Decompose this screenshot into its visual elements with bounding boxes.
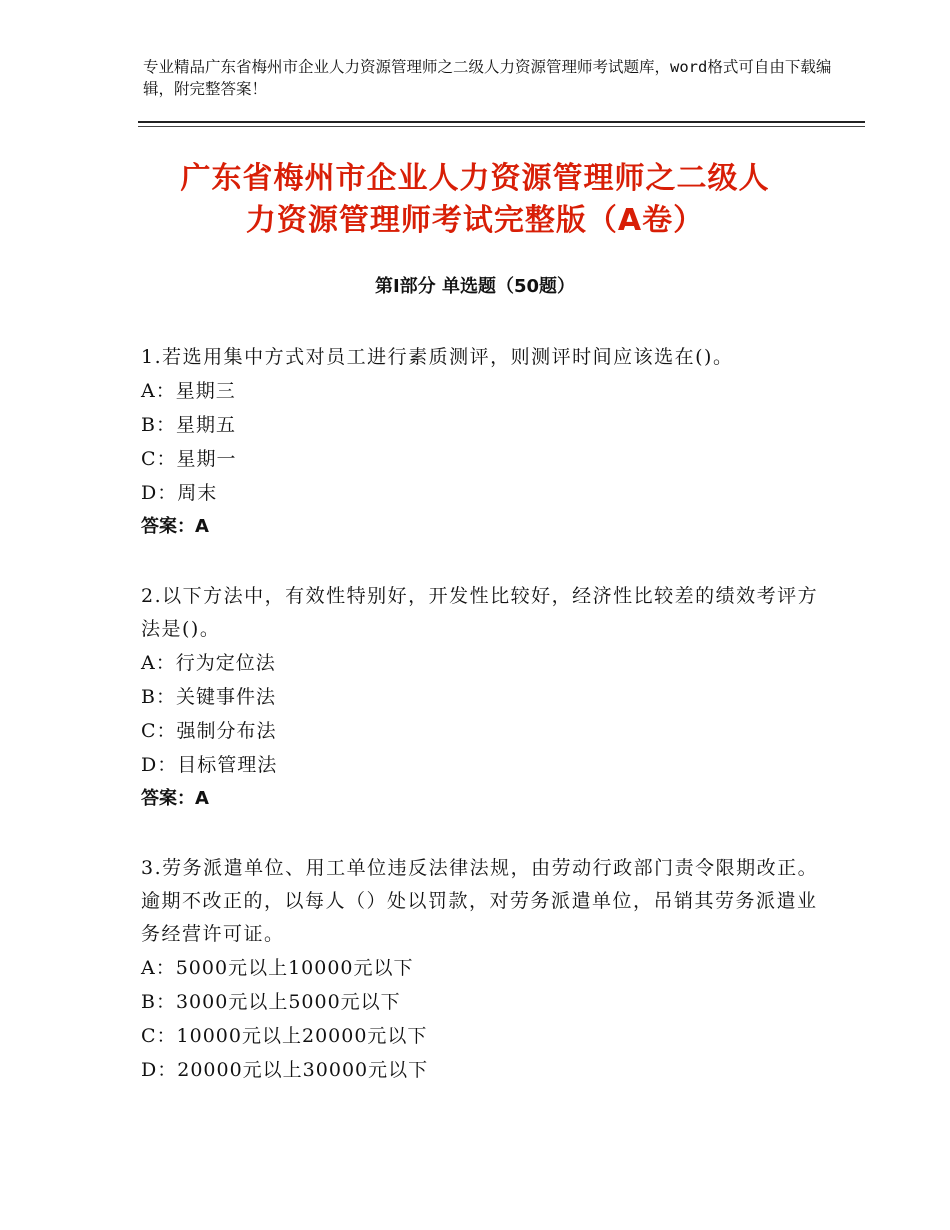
- section-heading: 第Ⅰ部分 单选题（50题）: [374, 276, 575, 297]
- option-a: A：行为定位法: [141, 652, 276, 674]
- option-d: D：20000元以上30000元以下: [141, 1059, 429, 1081]
- answer: 答案：A: [141, 788, 209, 809]
- question-1: [141, 341, 821, 544]
- option-c: C：强制分布法: [141, 720, 277, 742]
- question-stem: 1.若选用集中方式对员工进行素质测评，则测评时间应该选在()。: [141, 346, 734, 368]
- option-a: A：5000元以上10000元以下: [141, 957, 414, 979]
- option-b: B：星期五: [141, 414, 236, 436]
- option-c: C：10000元以上20000元以下: [141, 1025, 428, 1047]
- option-d: D：目标管理法: [141, 754, 278, 776]
- option-b: B：关键事件法: [141, 686, 276, 708]
- header-note: 专业精品广东省梅州市企业人力资源管理师之二级人力资源管理师考试题库，word格式可自由下载编辑，附完整答案！: [143, 58, 832, 98]
- option-a: A：星期三: [141, 380, 236, 402]
- option-c: C：星期一: [141, 448, 237, 470]
- document-title-line-1: 广东省梅州市企业人力资源管理师之二级人: [180, 161, 770, 196]
- answer: 答案：A: [141, 516, 209, 537]
- option-d: D：周末: [141, 482, 218, 504]
- header-rule-thick: [138, 121, 865, 123]
- question-stem: 3.劳务派遣单位、用工单位违反法律法规，由劳动行政部门责令限期改正。逾期不改正的，以每人（）处以罚款，对劳务派遣单位，吊销其劳务派遣业务经营许可证。: [141, 857, 819, 945]
- question-stem: 2.以下方法中，有效性特别好，开发性比较好，经济性比较差的绩效考评方法是()。: [141, 585, 819, 640]
- header-rule-thin: [138, 126, 865, 127]
- document-title-line-2: 力资源管理师考试完整版（A卷）: [245, 203, 705, 238]
- option-b: B：3000元以上5000元以下: [141, 991, 401, 1013]
- question-3: [141, 852, 821, 1087]
- question-2: [141, 580, 821, 816]
- document-title: [100, 158, 850, 242]
